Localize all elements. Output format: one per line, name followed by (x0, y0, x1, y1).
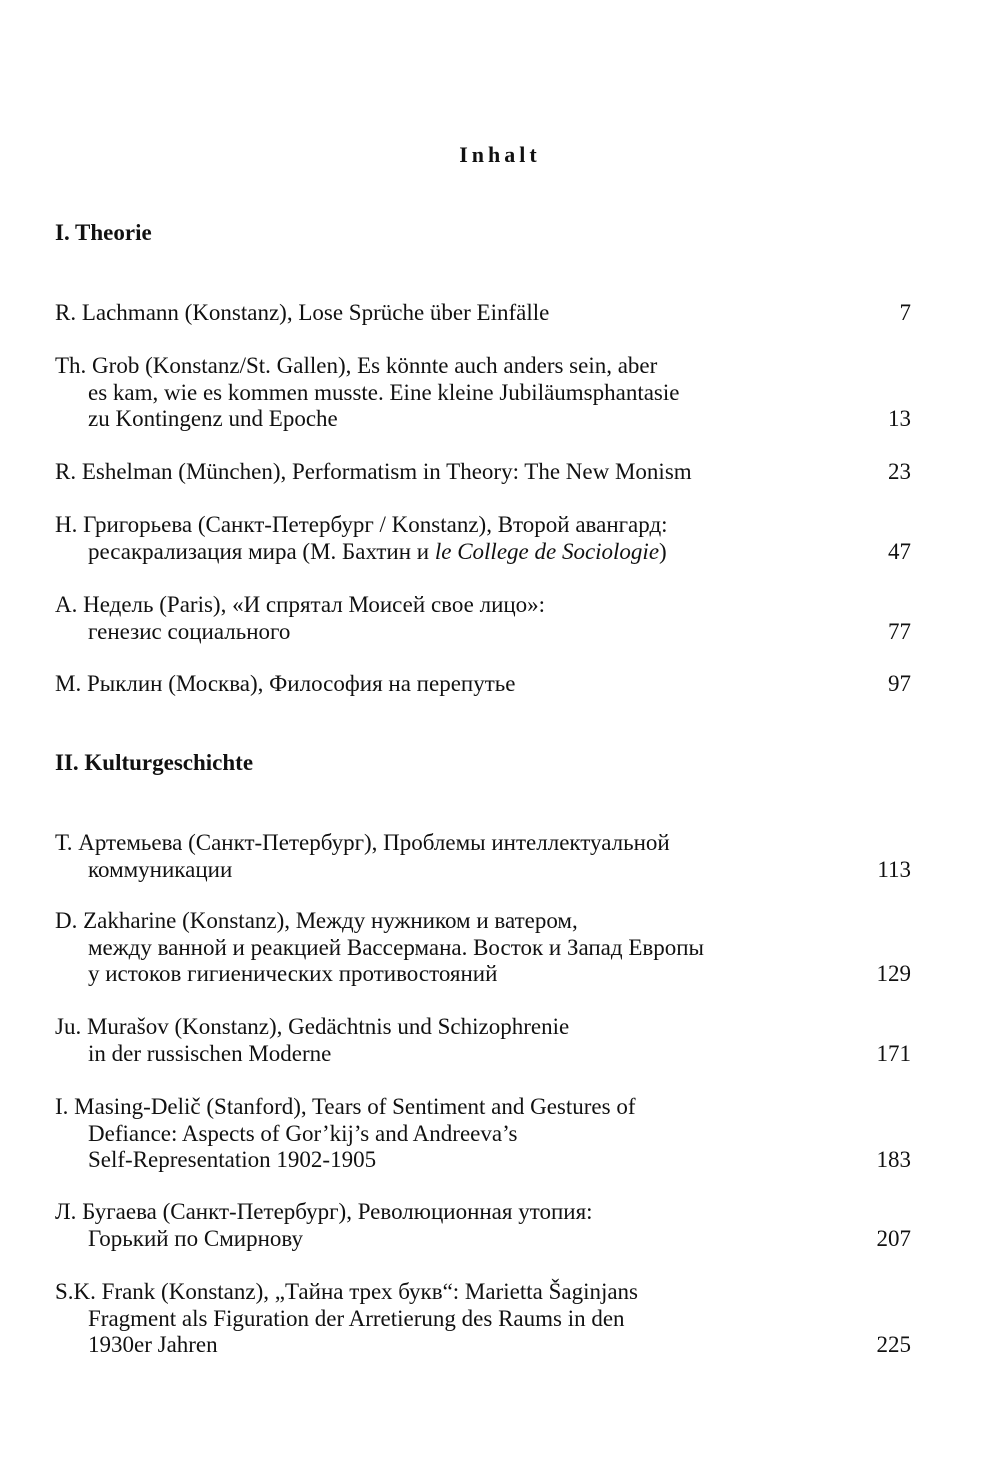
entry-line-text: ресакрализация мира (М. Бахтин и (88, 538, 435, 564)
toc-entry (55, 512, 911, 565)
section-heading-kulturgeschichte: II. Kulturgeschichte (55, 750, 254, 775)
toc-entry (55, 592, 911, 645)
page-number: 113 (877, 856, 911, 882)
entry-line: 1930er Jahren (88, 1332, 218, 1357)
page-number: 47 (888, 538, 911, 564)
entry-line: S.K. Frank (Konstanz), „Тайна трех букв“: Marietta Šaginjans (55, 1279, 639, 1304)
toc-entry (55, 1014, 911, 1067)
entry-line: R. Eshelman (München), Performatism in Theory: The New Monism (55, 459, 692, 484)
entry-line: Л. Бугаева (Санкт-Петербург), Революционная утопия: (55, 1199, 593, 1224)
entry-line: М. Рыклин (Москва), Философия на перепутье (55, 671, 516, 696)
entry-line: Fragment als Figuration der Arretierung des Raums in den (88, 1305, 625, 1331)
entry-line (55, 539, 911, 566)
toc-entry (55, 830, 911, 883)
entry-line: in der russischen Moderne (88, 1040, 332, 1066)
entry-line: es kam, wie es kommen musste. Eine kleine Jubiläumsphantasie (88, 379, 680, 405)
entry-line: коммуникации (88, 856, 233, 882)
entry-line: Self-Representation 1902-1905 (88, 1147, 377, 1172)
entry-line: между ванной и реакцией Вассермана. Восток и Запад Европы (88, 934, 705, 960)
page-number: 207 (876, 1225, 911, 1251)
entry-line-tail: ) (659, 538, 667, 564)
entry-line: Горький по Смирнову (88, 1225, 303, 1251)
entry-line: Defiance: Aspects of Gor’kij’s and Andreeva’s (88, 1120, 518, 1146)
toc-entry (55, 1094, 911, 1174)
page-number: 225 (876, 1332, 911, 1357)
toc-entry (55, 1279, 911, 1359)
italic-title: le College de Sociologie (434, 538, 660, 564)
entry-line: генезис социального (88, 618, 291, 644)
toc-entry (55, 671, 911, 698)
entry-line: Н. Григорьева (Санкт-Петербург / Konstanz), Второй авангард: (55, 512, 668, 537)
toc-entry (55, 908, 911, 988)
page-number: 7 (899, 300, 911, 325)
toc-entry (55, 353, 911, 433)
entry-line: D. Zakharine (Konstanz), Между нужником и ватером, (55, 908, 578, 933)
entry-line: у истоков гигиенических противостояний (88, 961, 498, 986)
page-number: 13 (888, 406, 911, 431)
page-number: 23 (888, 459, 911, 484)
entry-line: Т. Артемьева (Санкт-Петербург), Проблемы интеллектуальной (55, 830, 670, 855)
toc-entry (55, 1199, 911, 1252)
page-title: Inhalt (459, 142, 541, 167)
page-number: 77 (888, 618, 911, 644)
entry-line: А. Недель (Paris), «И спрятал Моисей свое лицо»: (55, 592, 546, 617)
toc-entry (55, 459, 911, 486)
entry-line: Th. Grob (Konstanz/St. Gallen), Es könnte auch anders sein, aber (55, 353, 658, 378)
entry-line: Ju. Murašov (Konstanz), Gedächtnis und Schizophrenie (55, 1014, 570, 1039)
entry-line: zu Kontingenz und Epoche (88, 406, 338, 431)
entry-line: I. Masing-Delič (Stanford), Tears of Sentiment and Gestures of (55, 1094, 636, 1119)
section-heading-theorie: I. Theorie (55, 220, 152, 245)
page-number: 183 (876, 1147, 911, 1172)
page-number: 129 (876, 961, 911, 986)
toc-entry (55, 300, 911, 327)
page-number: 97 (888, 671, 911, 696)
page-number: 171 (876, 1040, 911, 1066)
entry-line: R. Lachmann (Konstanz), Lose Sprüche über Einfälle (55, 300, 550, 325)
